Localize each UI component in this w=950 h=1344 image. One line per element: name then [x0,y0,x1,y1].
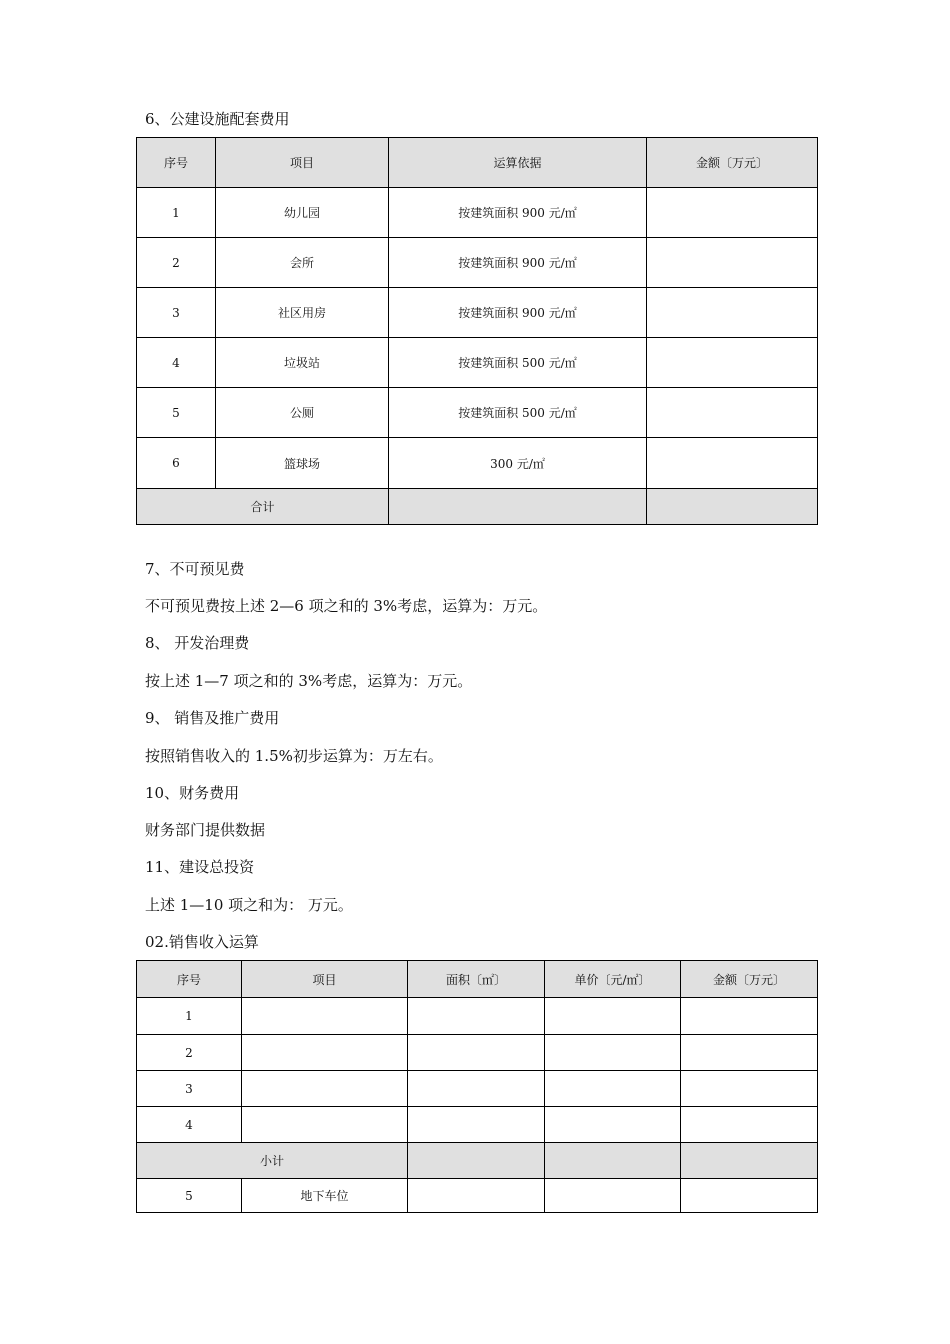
table-row [137,1179,818,1213]
header-amount: 金额〔万元〕 [647,138,818,188]
row-item [242,998,408,1035]
total-basis [389,489,647,525]
row-item: 垃圾站 [216,338,389,388]
subtotal-area [408,1143,545,1179]
row-no: 5 [137,388,216,438]
table-row [137,1035,818,1071]
row-amount [681,1071,818,1107]
table-row [137,1107,818,1143]
row-basis: 按建筑面积 900 元/㎡ [389,188,647,238]
header-area: 面积〔㎡〕 [408,961,545,998]
section-9-text: 按照销售收入的 1.5%初步运算为：万左右。 [145,747,443,765]
section-8-title: 8、 开发治理费 [145,634,250,652]
section-7-title: 7、不可预见费 [145,560,245,578]
row-unit-price [545,1071,681,1107]
row-basis: 按建筑面积 900 元/㎡ [389,288,647,338]
row-area [408,998,545,1035]
row-amount [647,188,818,238]
row-item: 社区用房 [216,288,389,338]
table-row [137,288,818,338]
table-row [137,438,818,489]
header-basis: 运算依据 [389,138,647,188]
header-item: 项目 [216,138,389,188]
row-item [242,1035,408,1071]
header-amount: 金额〔万元〕 [681,961,818,998]
row-item: 公厕 [216,388,389,438]
row-basis: 300 元/㎡ [389,438,647,489]
row-no: 4 [137,338,216,388]
row-amount [647,388,818,438]
subtotal-row [137,1143,818,1179]
row-no: 3 [137,288,216,338]
table-row [137,338,818,388]
table-row [137,998,818,1035]
row-no: 2 [137,1035,242,1071]
row-amount [681,1035,818,1071]
table-header-row [137,138,818,188]
row-unit-price [545,1107,681,1143]
row-unit-price [545,1179,681,1213]
total-label: 合计 [137,489,389,525]
table-row [137,388,818,438]
row-no: 1 [137,998,242,1035]
row-area [408,1179,545,1213]
row-unit-price [545,1035,681,1071]
header-no: 序号 [137,138,216,188]
section-02-title: 02.销售收入运算 [145,933,259,951]
row-item: 地下车位 [242,1179,408,1213]
subtotal-unit-price [545,1143,681,1179]
section-7-text: 不可预见费按上述 2—6 项之和的 3%考虑，运算为：万元。 [145,597,548,615]
row-amount [681,1107,818,1143]
row-basis: 按建筑面积 500 元/㎡ [389,338,647,388]
row-item [242,1107,408,1143]
row-basis: 按建筑面积 900 元/㎡ [389,238,647,288]
section-11-title: 11、建设总投资 [145,858,255,876]
row-unit-price [545,998,681,1035]
row-item [242,1071,408,1107]
row-item: 幼儿园 [216,188,389,238]
row-item: 会所 [216,238,389,288]
row-amount [681,998,818,1035]
section-9-title: 9、 销售及推广费用 [145,709,280,727]
row-amount [647,338,818,388]
subtotal-label: 小计 [137,1143,408,1179]
subtotal-amount [681,1143,818,1179]
row-amount [647,238,818,288]
section-6-title: 6、公建设施配套费用 [145,110,290,128]
row-no: 1 [137,188,216,238]
row-area [408,1107,545,1143]
row-no: 3 [137,1071,242,1107]
section-10-text: 财务部门提供数据 [145,821,266,839]
facility-cost-table [136,137,818,525]
table-row [137,1071,818,1107]
row-no: 2 [137,238,216,288]
table-header-row [137,961,818,998]
row-area [408,1071,545,1107]
section-8-text: 按上述 1—7 项之和的 3%考虑，运算为：万元。 [145,672,473,690]
total-row [137,489,818,525]
row-amount [681,1179,818,1213]
row-amount [647,438,818,489]
row-no: 6 [137,438,216,489]
row-amount [647,288,818,338]
row-area [408,1035,545,1071]
row-item: 篮球场 [216,438,389,489]
header-unit-price: 单价〔元/㎡〕 [545,961,681,998]
header-item: 项目 [242,961,408,998]
table-row [137,188,818,238]
row-no: 4 [137,1107,242,1143]
row-basis: 按建筑面积 500 元/㎡ [389,388,647,438]
section-11-text: 上述 1—10 项之和为： 万元。 [145,896,353,914]
header-no: 序号 [137,961,242,998]
row-no: 5 [137,1179,242,1213]
section-10-title: 10、财务费用 [145,784,240,802]
table-row [137,238,818,288]
total-amount [647,489,818,525]
sales-revenue-table [136,960,818,1213]
